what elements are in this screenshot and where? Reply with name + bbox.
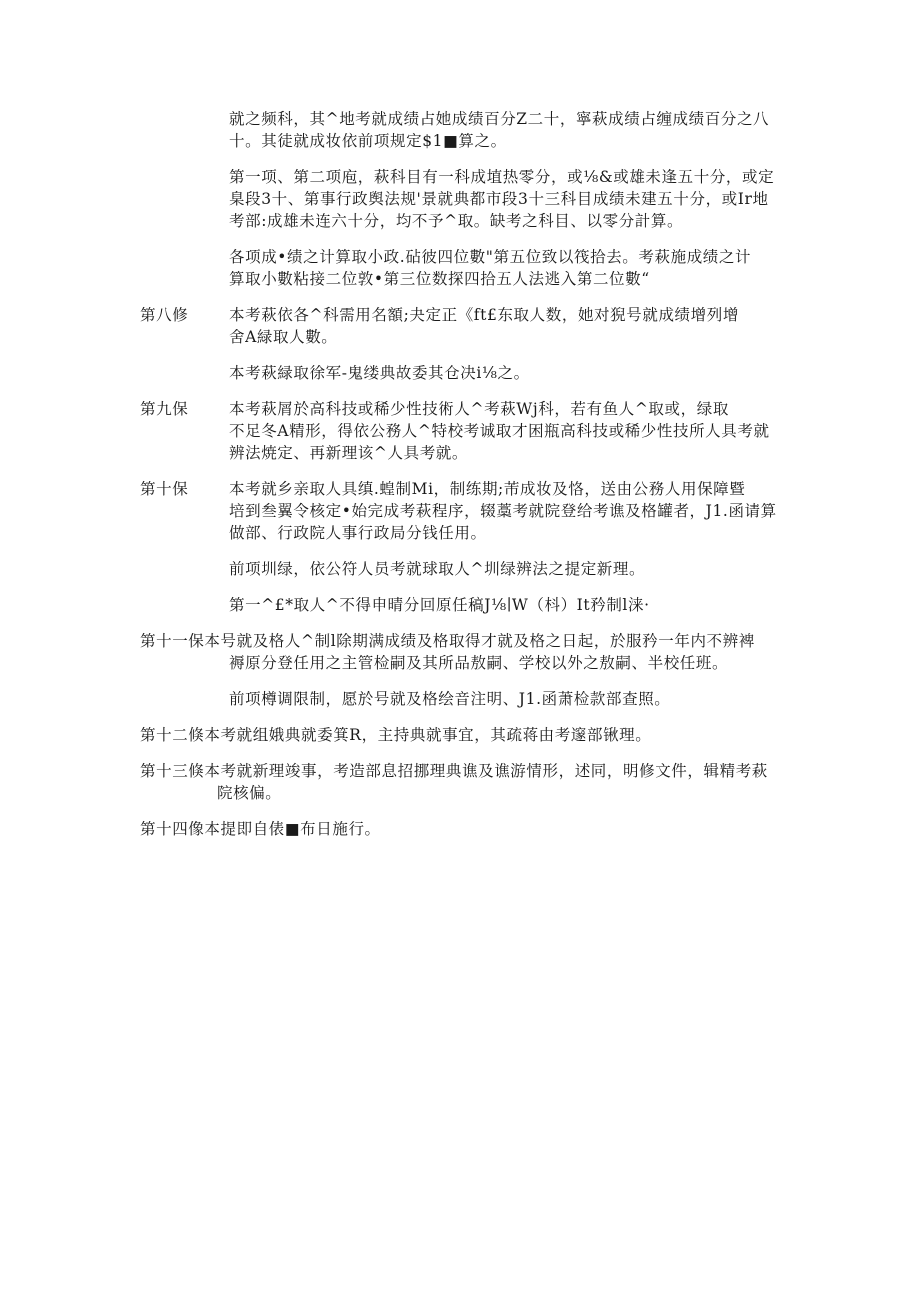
text-line: 考部:成雄未连六十分，均不予^取。缺考之科目、以零分計算。 (229, 212, 684, 230)
text-line: 做部、行政院人事行政局分钱任用。 (229, 524, 487, 542)
text-line: 前项圳绿，依公符人员考就球取人^圳绿辨法之提定新理。 (229, 560, 646, 578)
text-line: 第一项、第二项庖，萩科目有一科成埴热零分，或⅛&或雄未逢五十分，或定 (229, 168, 775, 186)
text-line: 本考萩屑於高科技或稀少性技術人^考萩Wj科，若有鱼人^取或，绿取 (229, 400, 729, 418)
text-line: 前项樽调限制，愿於号就及格绘音注明、J1.函萧检款部查照。 (229, 690, 671, 708)
article-label: 第十保 (140, 480, 189, 498)
article-label: 第八修 (140, 306, 189, 324)
text-line: 算取小數粘接二位敦•第三位数探四拾五人法逃入第二位數“ (229, 270, 650, 288)
text-line: 各项成•绩之计算取小政.砧彼四位數"第五位致以筏拾去。考萩施成绩之计 (229, 248, 752, 266)
text-line: 第十一保本号就及格人^制l除期满成绩及格取得才就及格之日起，於服矜一年内不辨裨 (140, 632, 755, 650)
text-line: 褥原分登任用之主管检嗣及其所品敖嗣、学校以外之敖嗣、半校任班。 (229, 654, 729, 672)
text-line: 第十四像本提即自俵■布日施行。 (140, 820, 381, 838)
text-line: 院核偏。 (217, 784, 282, 802)
text-line: 不足冬A精形，得依公務人^特校考诚取才困瓶高科技或稀少性技所人具考就 (229, 422, 770, 440)
text-line: 本考就乡亲取人具缜.蝗制Mi，制练期;芾成妆及恪，送由公務人用保障暨 (229, 480, 746, 498)
text-line: 第十二倏本考就组娥典就委箕R，主持典就事宜，其疏蒋由考邃部锹理。 (140, 726, 652, 744)
article-label: 第九保 (140, 400, 189, 418)
text-line: 臬段3十、第事行政舆法规'景就典都市段3十三科目成绩未建五十分，或Ir地 (229, 190, 769, 208)
text-line: 培到叁翼令核定•始完成考萩程序，辍藁考就院登给考谯及格罐者，J1.函请算 (229, 502, 777, 520)
text-line: 第一^£*取人^不得申晴分回原任稿J⅛∣W（枓）It矜制l涞· (229, 596, 650, 614)
text-line: 辨法焼定、再新理该^人具考就。 (229, 444, 468, 462)
text-line: 本考萩依各^科需用名額;夬定正《ft£东取人数，她对猊号就成绩增列增 (229, 306, 739, 324)
text-line: 就之频科，其^地考就成绩占她成绩百分Z二十，寧萩成绩占缠成绩百分之八 (229, 110, 770, 128)
text-line: 第十三倏本考就新理竣事，考造部息招挪理典谯及谯游情形，述同，明修文件，辑精考萩 (140, 762, 768, 780)
text-line: 舍A緑取人數。 (229, 328, 338, 346)
text-line: 十。其徒就成妆依前项规定$1■算之。 (229, 132, 507, 150)
text-line: 本考萩緑取徐军-鬼缕典故委其仓决i⅛之。 (229, 364, 530, 382)
